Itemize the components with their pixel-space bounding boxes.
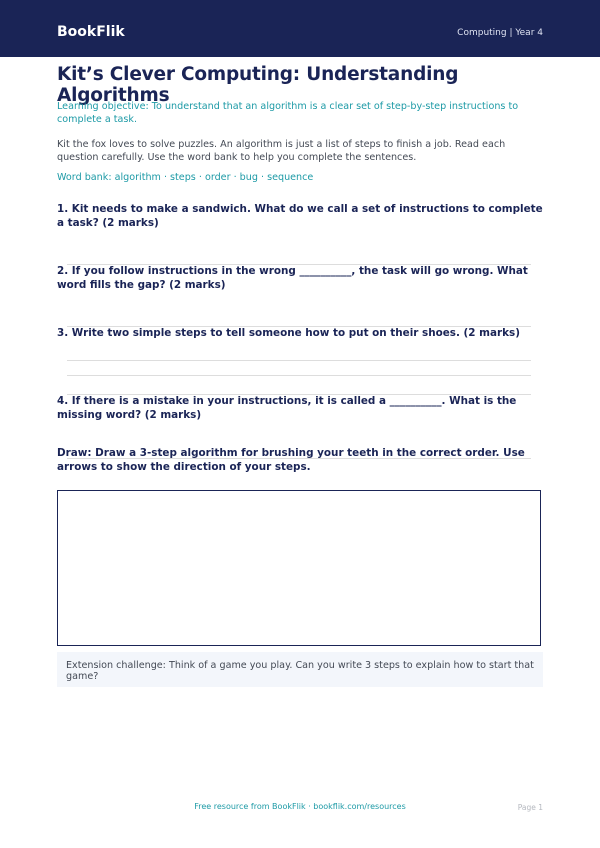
answer-line[interactable]: [67, 375, 531, 376]
page-number: Page 1: [517, 803, 543, 812]
question-3: 3. Write two simple steps to tell someone how to put on their shoes. (2 marks): [57, 327, 520, 339]
drawing-box[interactable]: [57, 490, 541, 646]
draw-task: Draw: Draw a 3-step algorithm for brushing your teeth in the correct order. Use arrows to show the direction of your steps.: [57, 447, 525, 473]
answer-line[interactable]: [67, 360, 531, 361]
question-4: 4. If there is a mistake in your instructions, it is called a __________. What is the missing word? (2 marks): [57, 395, 517, 421]
question-1: 1. Kit needs to make a sandwich. What do we call a set of instructions to complete a task? (2 marks): [57, 203, 543, 229]
page-title: Kit’s Clever Computing: Understanding Algorithms: [57, 64, 459, 106]
intro-paragraph: Kit the fox loves to solve puzzles. An algorithm is just a list of steps to finish a job. Read each question carefully. Use the word bank to help you complete the sentences.: [57, 139, 506, 163]
extension-challenge: Extension challenge: Think of a game you play. Can you write 3 steps to explain how to start that game?: [57, 652, 543, 687]
header-bar: [0, 0, 600, 57]
learning-objective: Learning objective: To understand that an algorithm is a clear set of step-by-step instructions to complete a task.: [57, 101, 519, 125]
question-2: 2. If you follow instructions in the wrong __________, the task will go wrong. What word fills the gap? (2 marks): [57, 265, 528, 291]
subject-year-label: Computing | Year 4: [457, 28, 543, 38]
brand-logo-text[interactable]: BookFlik: [57, 24, 125, 40]
footer-link[interactable]: Free resource from BookFlik · bookflik.com/resources: [194, 802, 406, 811]
word-bank: Word bank: algorithm · steps · order · bug · sequence: [57, 172, 314, 183]
